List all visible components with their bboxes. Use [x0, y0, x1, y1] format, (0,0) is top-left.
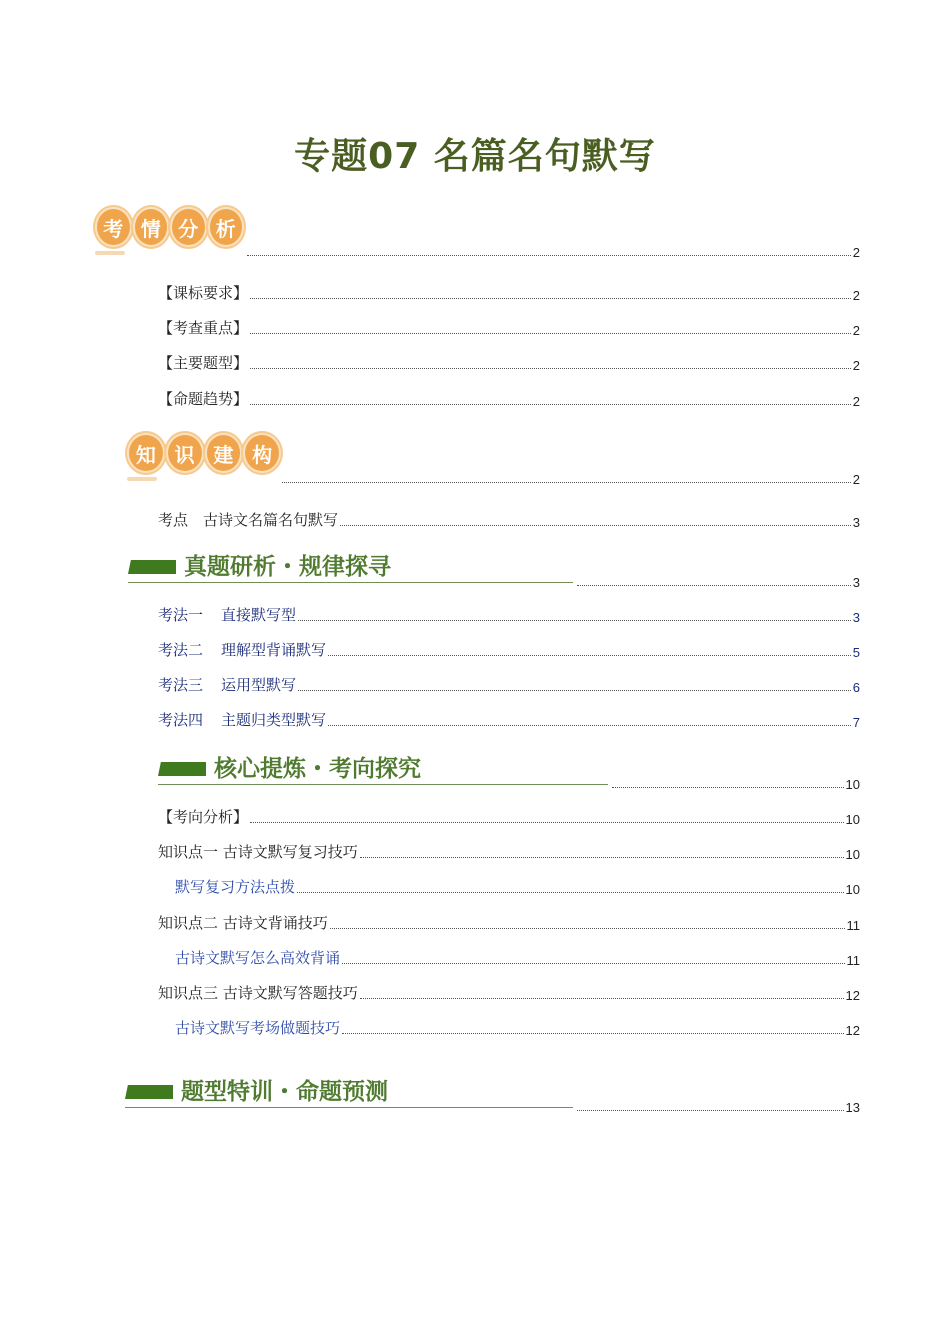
toc-label: 【主要题型】 — [158, 354, 249, 372]
banner-slab — [158, 762, 206, 776]
toc-entry[interactable] — [158, 710, 860, 730]
leader-dots — [330, 928, 845, 929]
toc-label: 知识点二 古诗文背诵技巧 — [158, 914, 328, 932]
toc-entry[interactable] — [175, 877, 860, 897]
toc-entry[interactable] — [175, 948, 860, 968]
leader-dots — [342, 963, 844, 964]
toc-label: 【考向分析】 — [158, 808, 249, 826]
badge-char: 分 — [170, 207, 207, 247]
toc-entry[interactable] — [175, 1018, 860, 1038]
badge-underline — [95, 251, 125, 255]
toc-entry-zhenti[interactable] — [575, 570, 860, 590]
toc-label: 【课标要求】 — [158, 284, 249, 302]
page-number: 10 — [845, 777, 860, 792]
page-title: 专题07 名篇名句默写 — [294, 136, 656, 177]
leader-dots — [298, 690, 851, 691]
banner-title: 题型特训・命题预测 — [181, 1078, 388, 1105]
leader-dots — [250, 298, 851, 299]
page-number: 10 — [845, 812, 860, 827]
toc-entry[interactable] — [158, 807, 860, 827]
leader-dots — [360, 998, 844, 999]
page-number: 3 — [852, 610, 860, 625]
leader-dots — [612, 787, 844, 788]
badge-char: 建 — [205, 433, 243, 473]
banner-rule — [128, 582, 573, 583]
leader-dots — [298, 620, 851, 621]
leader-dots — [328, 655, 851, 656]
badge-char: 考 — [95, 207, 132, 247]
page-number: 2 — [852, 288, 860, 303]
toc-label: 直接默写型 — [221, 606, 297, 624]
toc-entry[interactable] — [158, 353, 860, 373]
page-number: 5 — [852, 645, 860, 660]
badge-char: 情 — [133, 207, 170, 247]
toc-label: 运用型默写 — [221, 676, 297, 694]
toc-entry-zhishi[interactable] — [280, 467, 860, 487]
page-number: 2 — [852, 394, 860, 409]
toc-entry[interactable] — [158, 318, 860, 338]
page-number: 2 — [852, 245, 860, 260]
leader-dots — [340, 525, 851, 526]
section-banner-zhenti — [128, 548, 573, 588]
toc-label: 考点 古诗文名篇名句默写 — [158, 511, 339, 529]
toc-label: 【命题趋势】 — [158, 390, 249, 408]
section-banner-hexin — [158, 750, 608, 790]
page-number: 7 — [852, 715, 860, 730]
page-number: 2 — [852, 472, 860, 487]
toc-entry[interactable] — [158, 842, 860, 862]
leader-dots — [577, 1110, 844, 1111]
leader-dots — [250, 404, 851, 405]
leader-dots — [250, 333, 851, 334]
toc-label: 知识点三 古诗文默写答题技巧 — [158, 984, 358, 1002]
toc-entry[interactable] — [158, 510, 860, 530]
page-number: 2 — [852, 323, 860, 338]
toc-entry[interactable] — [158, 983, 860, 1003]
toc-label: 理解型背诵默写 — [221, 641, 327, 659]
toc-entry[interactable] — [158, 389, 860, 409]
badge-char: 知 — [127, 433, 165, 473]
badge-char: 识 — [166, 433, 204, 473]
toc-entry-kaoqing[interactable] — [245, 240, 860, 260]
banner-title: 真题研析・规律探寻 — [184, 553, 391, 580]
leader-dots — [577, 585, 851, 586]
toc-entry-tixing[interactable] — [575, 1095, 860, 1115]
toc-label: 默写复习方法点拨 — [175, 878, 296, 896]
toc-entry-hexin[interactable] — [610, 772, 860, 792]
banner-rule — [158, 784, 608, 785]
page-number: 10 — [845, 847, 860, 862]
toc-label: 古诗文默写考场做题技巧 — [175, 1019, 341, 1037]
toc-entry[interactable] — [158, 283, 860, 303]
page-number: 3 — [852, 575, 860, 590]
toc-prefix: 考法一 — [158, 606, 204, 624]
leader-dots — [250, 368, 851, 369]
toc-prefix: 考法四 — [158, 711, 204, 729]
page-number: 12 — [845, 1023, 860, 1038]
page-number: 10 — [845, 882, 860, 897]
toc-prefix: 考法三 — [158, 676, 204, 694]
section-banner-tixing — [125, 1073, 573, 1113]
leader-dots — [250, 822, 844, 823]
toc-label: 知识点一 古诗文默写复习技巧 — [158, 843, 358, 861]
badge-char: 析 — [208, 207, 245, 247]
toc-prefix: 考法二 — [158, 641, 204, 659]
page-number: 12 — [845, 988, 860, 1003]
leader-dots — [342, 1033, 844, 1034]
banner-slab — [128, 560, 176, 574]
page-number: 11 — [846, 918, 860, 933]
badge-underline — [127, 477, 157, 481]
leader-dots — [247, 255, 851, 256]
page-number: 6 — [852, 680, 860, 695]
toc-entry[interactable] — [158, 913, 860, 933]
section-badge-kaoqing — [95, 207, 245, 259]
badge-char: 构 — [243, 433, 281, 473]
toc-entry[interactable] — [158, 675, 860, 695]
banner-title: 核心提炼・考向探究 — [214, 755, 421, 782]
toc-label: 主题归类型默写 — [221, 711, 327, 729]
section-badge-zhishi — [127, 433, 282, 485]
leader-dots — [360, 857, 844, 858]
leader-dots — [282, 482, 851, 483]
leader-dots — [297, 892, 844, 893]
banner-slab — [125, 1085, 173, 1099]
banner-rule — [125, 1107, 573, 1108]
page-number: 11 — [846, 953, 860, 968]
page-number: 2 — [852, 358, 860, 373]
toc-entry[interactable] — [158, 605, 860, 625]
toc-label: 古诗文默写怎么高效背诵 — [175, 949, 341, 967]
leader-dots — [328, 725, 851, 726]
toc-label: 【考查重点】 — [158, 319, 249, 337]
toc-entry[interactable] — [158, 640, 860, 660]
page-number: 13 — [845, 1100, 860, 1115]
page-number: 3 — [852, 515, 860, 530]
